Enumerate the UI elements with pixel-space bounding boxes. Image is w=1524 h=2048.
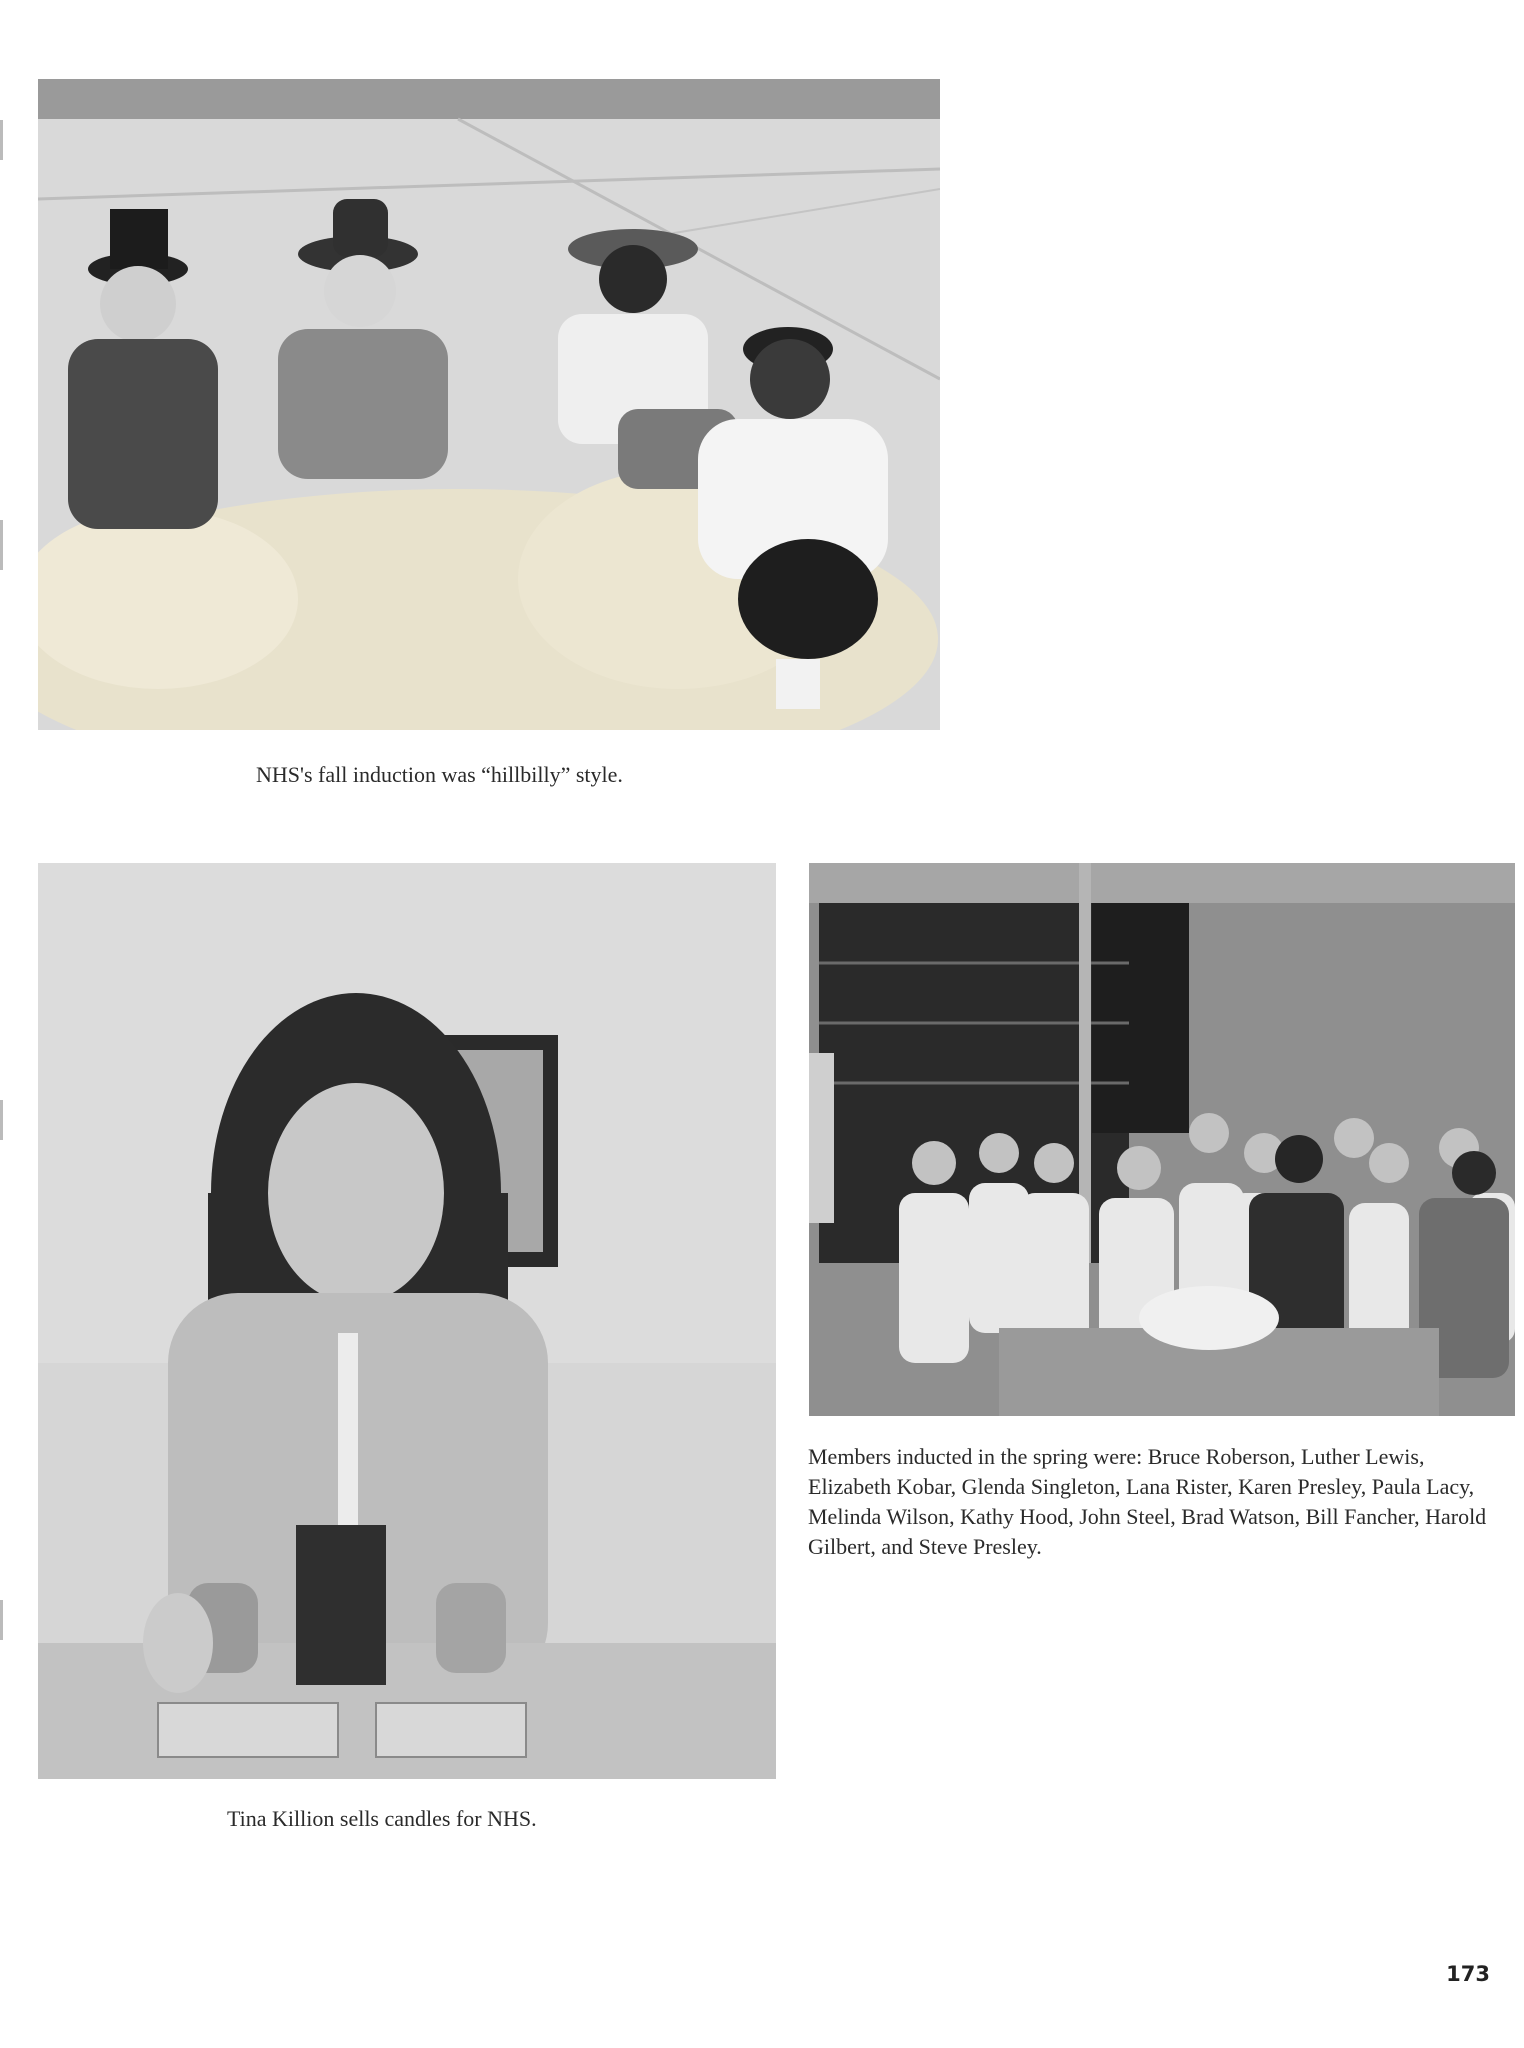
caption-candles: Tina Killion sells candles for NHS. [227, 1806, 537, 1831]
page-number: 173 [1446, 1962, 1490, 1986]
binding-edge-mark [0, 120, 3, 160]
caption-spring-members: Members inducted in the spring were: Bruce Roberson, Luther Lewis, Elizabeth Kobar, Glenda Singleton, Lana Rister, Karen Presley, Paula Lacy, Melinda Wilson, Kathy Hood, John Steel, Brad Watson, Bill Fancher, Harold Gilbert, and Steve Presley. [808, 1444, 1487, 1559]
caption-fall-induction: NHS's fall induction was “hillbilly” style. [256, 762, 623, 787]
binding-edge-mark [0, 520, 3, 570]
photo-hillbilly-induction [38, 79, 940, 730]
binding-edge-mark [0, 1100, 3, 1140]
binding-edge-mark [0, 1600, 3, 1640]
photo-candle-sale [38, 863, 776, 1779]
photo-spring-inductees [809, 863, 1515, 1416]
